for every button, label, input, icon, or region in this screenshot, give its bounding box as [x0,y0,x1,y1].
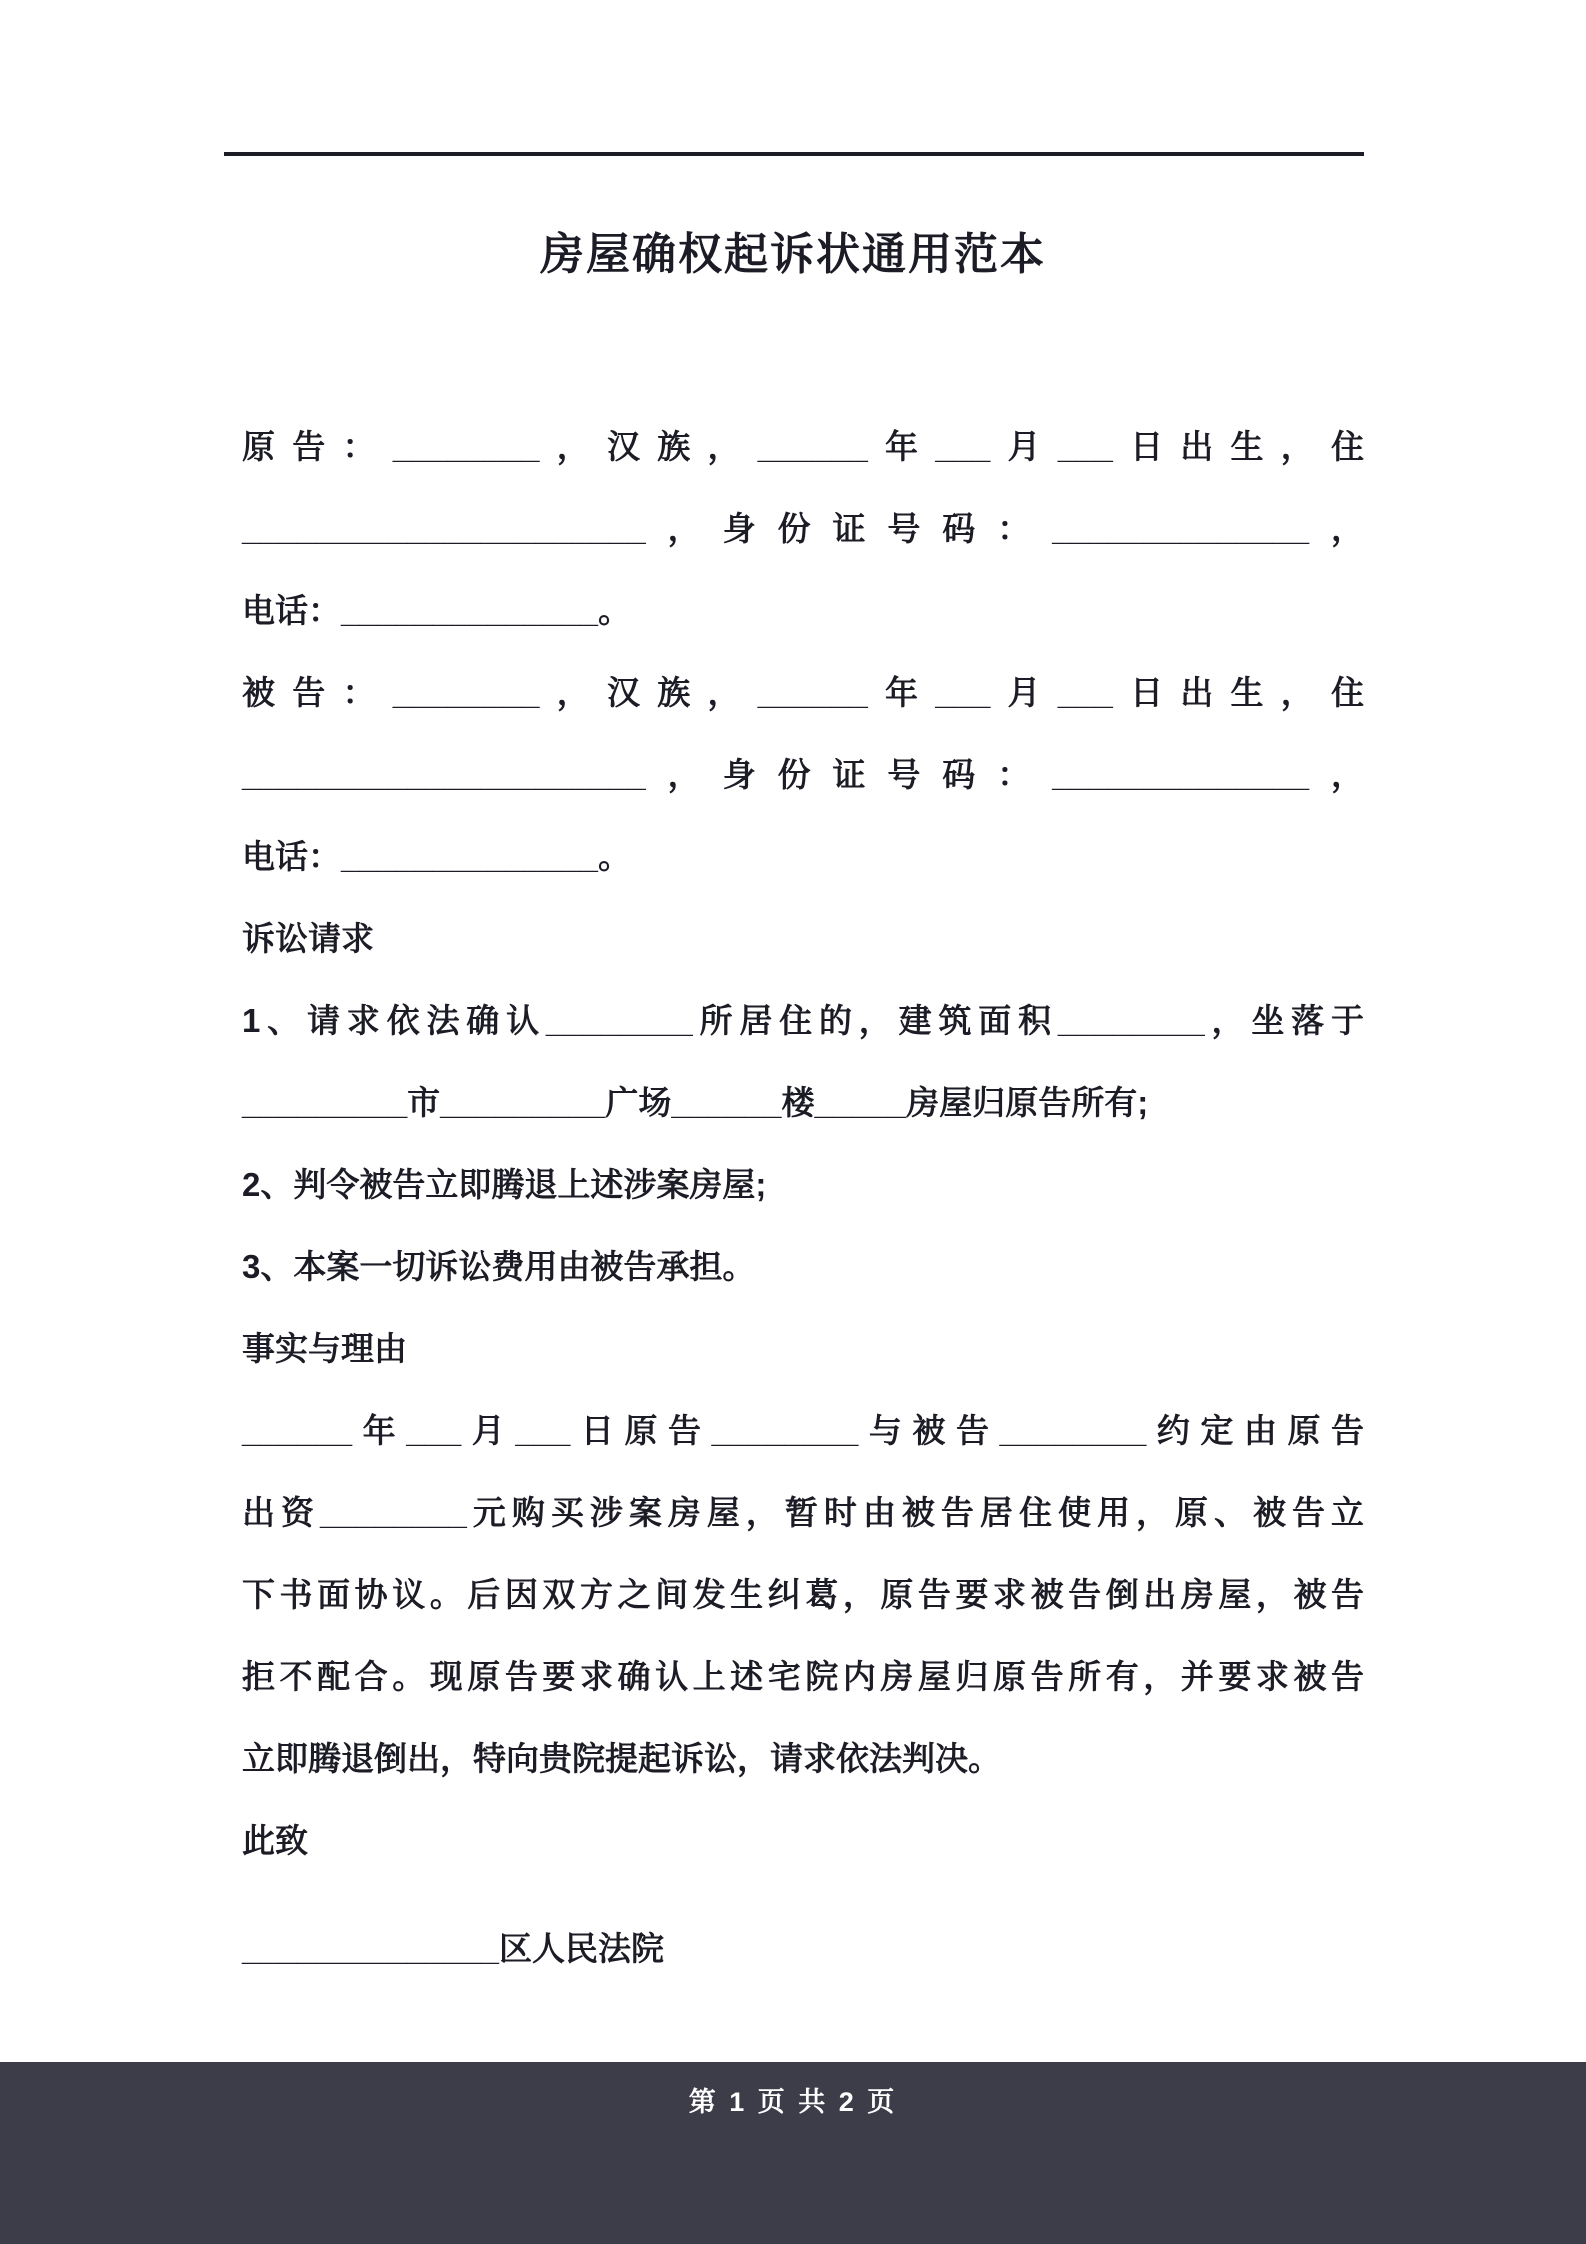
page-footer [0,2062,1586,2244]
document-line: 3、本案一切诉讼费用由被告承担。 [242,1248,756,1285]
document-line: ______________________，身份证号码：______________， [242,756,1364,793]
document-line: ______________区人民法院 [242,1930,664,1967]
page-number: 第 1 页 共 2 页 [688,2087,898,2117]
document-line: 此致 [242,1822,308,1859]
document-line: 诉讼请求 [242,920,374,957]
document-line: 立即腾退倒出，特向贵院提起诉讼，请求依法判决。 [242,1740,1001,1777]
header-divider [224,152,1364,156]
document-line: 电话：______________。 [242,592,631,629]
document-body [242,406,1364,1990]
document-line: _________市_________广场______楼_____房屋归原告所有; [242,1084,1149,1121]
document-line: 出资________元购买涉案房屋，暂时由被告居住使用，原、被告立 [242,1494,1364,1531]
document-title: 房屋确权起诉状通用范本 [540,230,1046,279]
document-line: 2、判令被告立即腾退上述涉案房屋; [242,1166,767,1203]
document-line: 事实与理由 [242,1330,407,1367]
document-line: 拒不配合。现原告要求确认上述宅院内房屋归原告所有，并要求被告 [242,1658,1364,1695]
document-line: 下书面协议。后因双方之间发生纠葛，原告要求被告倒出房屋，被告 [242,1576,1364,1613]
document-line: 电话：______________。 [242,838,631,875]
document-line: ______________________，身份证号码：______________， [242,510,1364,547]
document-line: 被告：________，汉族，______年___月___日出生，住 [242,674,1364,711]
document-line: ______年___月___日原告________与被告________约定由原告 [242,1412,1364,1449]
document-line: 原告：________，汉族，______年___月___日出生，住 [242,428,1364,465]
document-line: 1、请求依法确认________所居住的，建筑面积________，坐落于 [242,1002,1364,1039]
